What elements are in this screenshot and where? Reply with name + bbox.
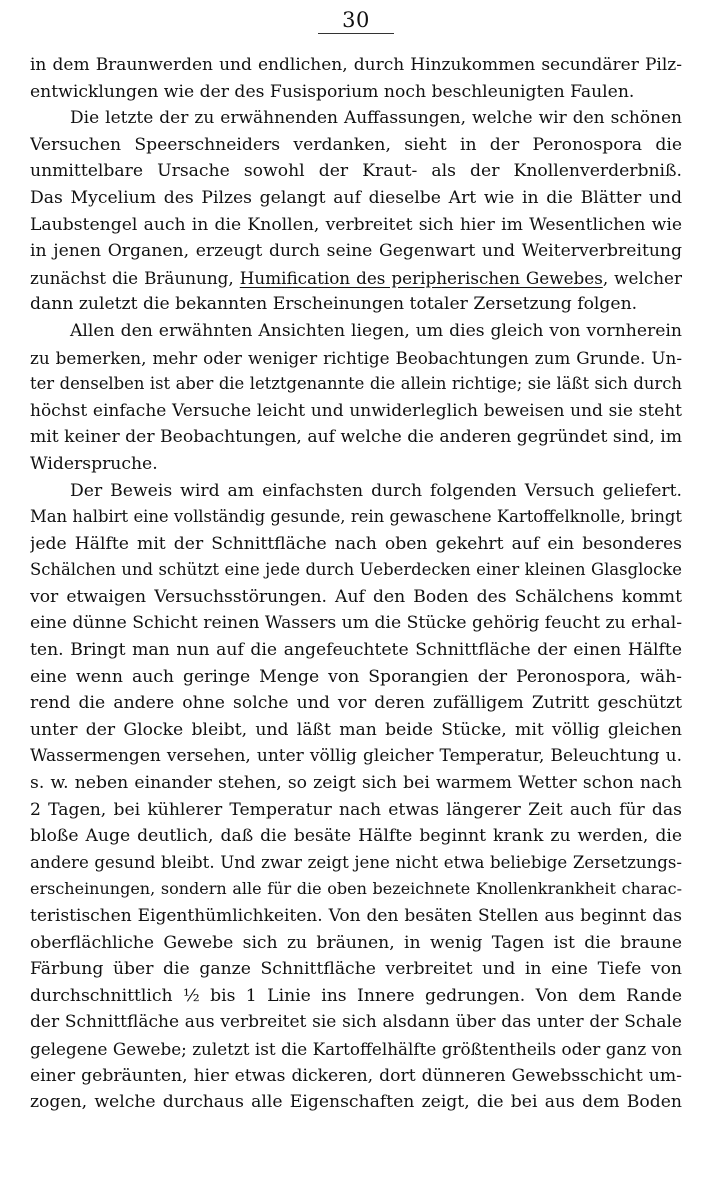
body-text [30,52,682,1116]
text-line: eine wenn auch geringe Menge von Sporangien der Peronospora, wäh- [30,666,682,687]
text-line: vor etwaigen Versuchsstörungen. Auf den Boden des Schälchens kommt [30,586,682,607]
text-line: jede Hälfte mit der Schnittfläche nach oben gekehrt auf ein besonderes [30,533,682,554]
text-line: unter der Glocke bleibt, und läßt man beide Stücke, mit völlig gleichen [30,719,682,740]
text-line: entwicklungen wie der des Fusisporium noch beschleunigten Faulen. [30,81,635,102]
text-line: eine dünne Schicht reinen Wassers um die Stücke gehörig feucht zu erhal- [30,613,682,634]
text-line: unmittelbare Ursache sowohl der Kraut- als der Knollenverderbniß. [30,161,682,182]
text-line: Der Beweis wird am einfachsten durch folgenden Versuch geliefert. [70,480,682,501]
page-number: 30 [342,8,370,32]
text-line: dann zuletzt die bekannten Erscheinungen totaler Zersetzung folgen. [30,294,638,315]
text-line: Wassermengen versehen, unter völlig gleicher Temperatur, Beleuchtung u. [30,746,682,767]
text-line: Man halbirt eine vollständig gesunde, rein gewaschene Kartoffelknolle, bringt [30,507,682,527]
text-line: oberflächliche Gewebe sich zu bräunen, in wenig Tagen ist die braune [30,932,682,953]
text-line: Widerspruche. [30,453,158,474]
text-line: Färbung über die ganze Schnittfläche verbreitet und in eine Tiefe von [30,959,682,980]
text-line: zogen, welche durchaus alle Eigenschaften zeigt, die bei aus dem Boden [30,1092,682,1113]
text-line: Schälchen und schützt eine jede durch Ueberdecken einer kleinen Glasglocke [30,560,682,580]
text-line: Laubstengel auch in die Knollen, verbreitet sich hier im Wesentlichen wie [30,214,682,235]
text-line: ter denselben ist aber die letztgenannte die allein richtige; sie läßt sich durch [30,374,682,394]
text-line: andere gesund bleibt. Und zwar zeigt jene nicht etwa beliebige Zersetzungs- [30,852,682,872]
text-line: rend die andere ohne solche und vor deren zufälligem Zutritt geschützt [30,693,682,714]
text-line: s. w. neben einander stehen, so zeigt sich bei warmem Wetter schon nach [30,773,682,794]
text-line: Das Mycelium des Pilzes gelangt auf dieselbe Art wie in die Blätter und [30,187,682,208]
text-line: zunächst die Bräunung, Humification des peripherischen Gewebes, welcher [30,267,682,288]
text-line: einer gebräunten, hier etwas dickeren, dort dünneren Gewebsschicht um- [30,1065,682,1086]
text-line: zu bemerken, mehr oder weniger richtige Beobachtungen zum Grunde. Un- [30,347,682,368]
text-line: Allen den erwähnten Ansichten liegen, um dies gleich von vornherein [70,320,682,341]
text-line: durchschnittlich ½ bis 1 Linie ins Innere gedrungen. Von dem Rande [30,985,682,1006]
text-line: erscheinungen, sondern alle für die oben bezeichnete Knollenkrankheit charac- [30,879,682,899]
underlined-phrase: Humification des peripherischen Gewebes [239,267,603,288]
text-line: mit keiner der Beobachtungen, auf welche die anderen gegründet sind, im [30,427,682,448]
text-line: in jenen Organen, erzeugt durch seine Gegenwart und Weiterverbreitung [30,241,682,262]
text-line: ten. Bringt man nun auf die angefeuchtete Schnittfläche der einen Hälfte [30,640,682,661]
text-line: gelegene Gewebe; zuletzt ist die Kartoffelhälfte größtentheils oder ganz von [30,1038,682,1059]
text-line: höchst einfache Versuche leicht und unwiderleglich beweisen und sie steht [30,400,682,421]
text-line: in dem Braunwerden und endlichen, durch Hinzukommen secundärer Pilz- [30,55,682,75]
text-line: teristischen Eigenthümlichkeiten. Von den besäten Stellen aus beginnt das [30,906,682,926]
text-line: Die letzte der zu erwähnenden Auffassungen, welche wir den schönen [70,108,682,129]
text-line: bloße Auge deutlich, daß die besäte Hälfte beginnt krank zu werden, die [30,826,682,847]
text-line: Versuchen Speerschneiders verdanken, sieht in der Peronospora die [30,134,682,155]
text-line: 2 Tagen, bei kühlerer Temperatur nach etwas längerer Zeit auch für das [30,799,682,820]
text-line: der Schnittfläche aus verbreitet sie sich alsdann über das unter der Schale [30,1012,682,1033]
page-number-rule [318,33,394,34]
